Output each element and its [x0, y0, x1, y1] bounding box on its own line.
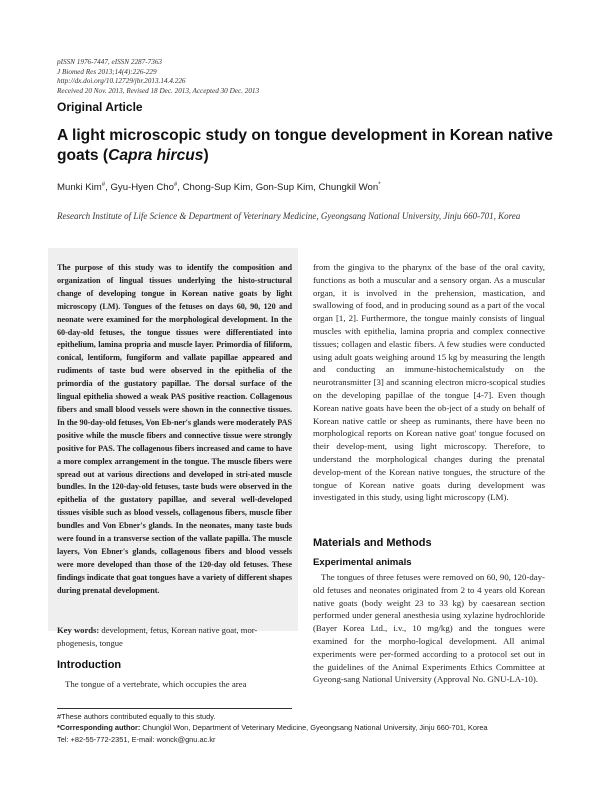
corresponding-author-note [57, 722, 547, 733]
affiliation: Research Institute of Life Science & Department of Veterinary Medicine, Gyeongsang National University, Jinju 660-701, Korea [57, 211, 521, 221]
corresponding-author-text: Chungkil Won, Department of Veterinary Medicine, Gyeongsang National University, Jinju 660-701, Korea [140, 723, 488, 733]
author [110, 182, 182, 193]
author-name: Chungkil Won [318, 182, 379, 194]
author-separator: , [250, 182, 256, 194]
contact-line[interactable]: Tel: +82-55-772-2351, E-mail: wonck@gnu.ac.kr [57, 734, 216, 744]
author [57, 182, 110, 193]
introduction-heading: Introduction [57, 659, 122, 671]
author-name: Chong-Sup Kim [182, 182, 251, 194]
journal-metadata [57, 58, 259, 96]
author [183, 182, 256, 193]
author-name: Gon-Sup Kim [255, 182, 314, 194]
article-title [57, 126, 557, 166]
author-separator: , [105, 182, 111, 194]
introduction-paragraph-continued: from the gingiva to the pharynx of the base of the oral cavity, functions as both a muscular and a sensory organ. As a muscular organ, it is involved in the prehension, mastication, and swallowing of food, and in producing sound as a part of the vocal organ [1, 2]. Furthermore, the tongue mainly consists of lingual muscles with epithelia, lamina propria and complex connective tissues; collagen and elastic fibers. A few studies were conducted using adult goats weighing around 15 kg by measuring the length and conducting an immune-histochemicalstudy on the neurotransmitter [3] and scanning electron micro-scopical studies on the developing papillae of the tongue [4-7]. Even though Korean native goats have been the ob-ject of a study on behalf of Korean native cattle or sheep as ruminants, there have been no morphological reports on Korean native goat' tongue focused on their develop-ment, using light microscopy. Therefore, to understand the morphological changes during the prenatal develop-ment of the Korean native tongues, the structure of the tongue of Korean native goats during development was investigated in this study, using light microscopy (LM). [313, 262, 545, 503]
corresponding-author-label: *Corresponding author: [57, 723, 141, 733]
author-mark: # [101, 182, 106, 188]
journal-citation: J Biomed Res 2013;14(4):226-229 [57, 67, 157, 76]
methods-heading: Materials and Methods [313, 537, 432, 549]
title-end: ) [203, 147, 209, 164]
title-main: A light microscopic study on tongue development in Korean native goats ( [57, 127, 553, 164]
author [319, 182, 381, 193]
issn-line: pISSN 1976-7447, eISSN 2287-7363 [57, 58, 163, 66]
title-species: Capra hircus [108, 147, 204, 164]
author-separator: , [177, 182, 183, 194]
author-list [57, 182, 381, 193]
doi-link[interactable]: http://dx.doi.org/10.12729/jbr.2013.14.4.226 [57, 77, 186, 86]
received-dates: Received 20 Nov. 2013, Revised 18 Dec. 2013, Accepted 30 Dec. 2013 [57, 86, 260, 95]
author [256, 182, 319, 193]
methods-paragraph: The tongues of three fetuses were removed on 60, 90, 120-day-old fetuses and neonates originated from 2 to 4 years old Korean native goats (body weight 23 to 33 kg) by caesarean section performed under general anesthesia using xylazine hydrochloride (Bayer Korea Ltd., i.v., 10 mg/kg) and the tongues were examined for the morpho-logical development. All animal experiments were per-formed according to a protocol set out in the guidelines of the Animal Experiments Ethics Committee at Gyeong-sang National University (Approval No. GNU-LA-10). [313, 572, 545, 685]
abstract-text: The purpose of this study was to identify the composition and organization of lingual tissues underlying the histo-structural change of developing tongue in Korean native goats by light microscopy (LM). Tongues of the fetuses on days 60, 90, 120 and neonate were examined for the morphological development. In the 60-day-old fetuses, the tongue tissues were differentiated into epithelium, lamina propria and muscle layer. Primordia of filiform, conical, lentiform, fungiform and vallate papillae appeared and rudiments of taste bud were observed in the epithelia of the primordia of the gustatory papillae. The dorsal surface of the lingual epithelia showed a weak PAS positive reaction. Collagenous fibers and small blood vessels were shown in the connective tissues. In the 90-day-old fetuses, Von Eb-ner's glands were moderately PAS positive while the muscle fibers and connective tissue were strongly positive for PAS. The collagenous fibers increased and came to have a more complex arrangement in the tongue. The muscle fibers were spread out at various directions and developed in stri-ated muscle bundles. In the 120-day-old fetuses, taste buds were observed in the epithelia of the gustatory papillae, and several well-developed tissues visible such as blood vessels, collagenous fibers, muscle fiber bundles and Von Ebner's glands. In the neonates, many taste buds were found in a transverse section of the vallate papilla. The muscle layers, Von Ebner's glands, collagenous fibers and blood vessels were more developed than those of the 120-day old fetuses. These findings indicate that goat tongues have a variety of different shapes during prenatal development. [57, 263, 292, 595]
author-name: Gyu-Hyen Cho [110, 182, 174, 194]
keywords-list: development, fetus, Korean native goat, mor-phogenesis, tongue [57, 625, 258, 648]
equal-contribution-note: #These authors contributed equally to this study. [57, 712, 216, 721]
introduction-paragraph-start: The tongue of a vertebrate, which occupies the area [65, 679, 247, 689]
author-mark: * [378, 182, 381, 188]
author-name: Munki Kim [57, 182, 102, 194]
footnotes [57, 711, 547, 745]
keywords-label: Key words: [57, 625, 100, 635]
keywords [57, 624, 292, 650]
author-mark: # [173, 182, 178, 188]
author-separator: , [313, 182, 319, 194]
methods-subheading: Experimental animals [313, 557, 412, 568]
article-type: Original Article [57, 100, 143, 114]
footnote-divider [57, 708, 292, 709]
